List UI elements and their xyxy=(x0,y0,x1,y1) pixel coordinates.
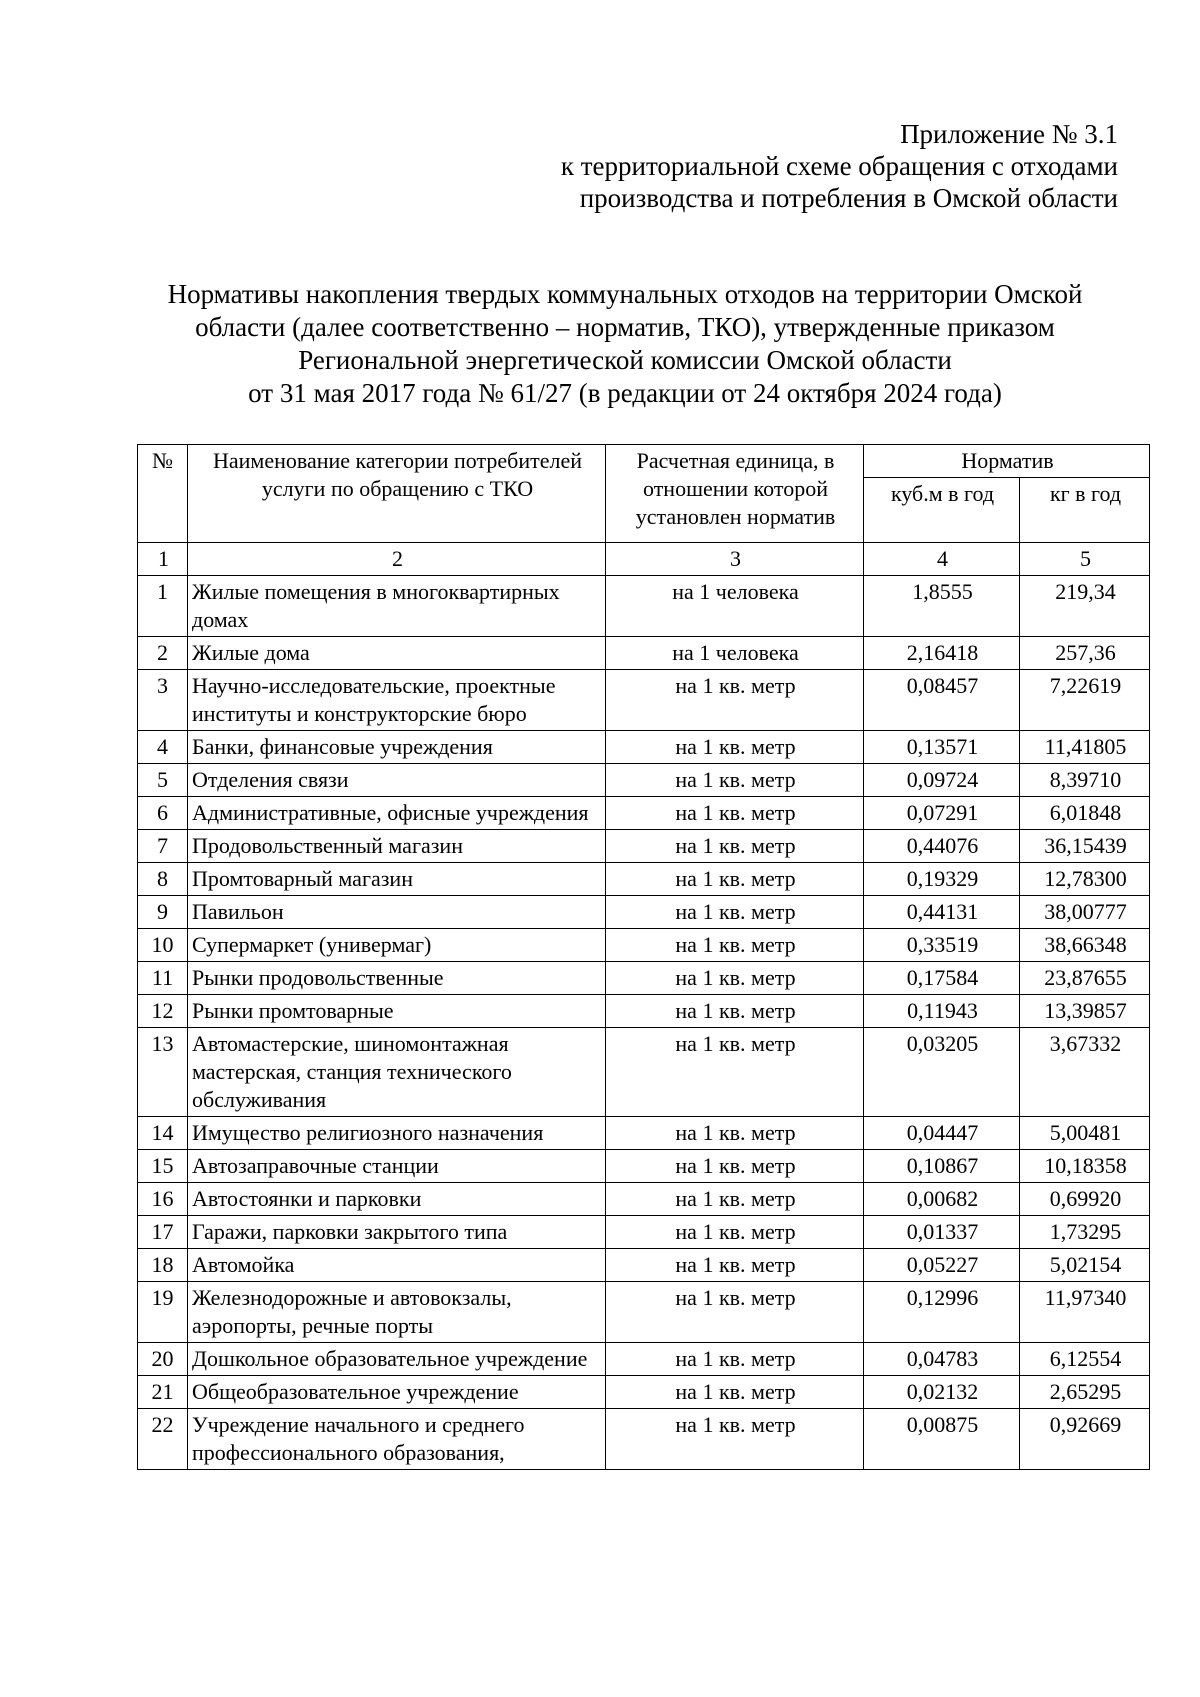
appendix-line-3: производства и потребления в Омской области xyxy=(579,183,1118,213)
row-norm-kg: 0,92669 xyxy=(1020,1409,1150,1470)
row-norm-m3: 0,04783 xyxy=(864,1343,1020,1376)
title-line-1: Нормативы накопления твердых коммунальных отходов на территории Омской xyxy=(167,279,1083,309)
row-norm-m3: 0,00875 xyxy=(864,1409,1020,1470)
table-row xyxy=(138,1376,1150,1409)
row-norm-m3: 0,44076 xyxy=(864,830,1020,863)
table-row xyxy=(138,637,1150,670)
row-norm-kg: 6,12554 xyxy=(1020,1343,1150,1376)
row-number: 17 xyxy=(138,1216,188,1249)
row-number: 20 xyxy=(138,1343,188,1376)
row-category-name: Общеобразовательное учреждение xyxy=(188,1376,606,1409)
table-row xyxy=(138,1117,1150,1150)
header-kg: кг в год xyxy=(1020,478,1150,543)
row-category-name: Административные, офисные учреждения xyxy=(188,797,606,830)
row-category-name: Имущество религиозного назначения xyxy=(188,1117,606,1150)
row-norm-kg: 3,67332 xyxy=(1020,1028,1150,1117)
table-row xyxy=(138,797,1150,830)
row-number: 21 xyxy=(138,1376,188,1409)
row-norm-kg: 2,65295 xyxy=(1020,1376,1150,1409)
row-norm-kg: 36,15439 xyxy=(1020,830,1150,863)
row-number: 12 xyxy=(138,995,188,1028)
row-number: 9 xyxy=(138,896,188,929)
row-norm-kg: 219,34 xyxy=(1020,576,1150,637)
table-row xyxy=(138,1183,1150,1216)
row-unit: на 1 кв. метр xyxy=(606,1216,864,1249)
row-norm-kg: 8,39710 xyxy=(1020,764,1150,797)
table-row xyxy=(138,1249,1150,1282)
row-number: 4 xyxy=(138,731,188,764)
table-row xyxy=(138,1150,1150,1183)
row-unit: на 1 кв. метр xyxy=(606,995,864,1028)
row-norm-kg: 12,78300 xyxy=(1020,863,1150,896)
row-norm-m3: 0,03205 xyxy=(864,1028,1020,1117)
row-category-name: Учреждение начального и среднего профессионального образования, xyxy=(188,1409,606,1470)
row-norm-m3: 0,07291 xyxy=(864,797,1020,830)
row-category-name: Автозаправочные станции xyxy=(188,1150,606,1183)
row-category-name: Рынки продовольственные xyxy=(188,962,606,995)
row-unit: на 1 кв. метр xyxy=(606,896,864,929)
row-unit: на 1 кв. метр xyxy=(606,1343,864,1376)
row-norm-m3: 0,00682 xyxy=(864,1183,1020,1216)
row-category-name: Павильон xyxy=(188,896,606,929)
row-unit: на 1 кв. метр xyxy=(606,1249,864,1282)
row-norm-kg: 11,41805 xyxy=(1020,731,1150,764)
row-unit: на 1 кв. метр xyxy=(606,929,864,962)
title-line-4: от 31 мая 2017 года № 61/27 (в редакции от 24 октября 2024 года) xyxy=(248,378,1002,408)
table-row xyxy=(138,1028,1150,1117)
row-norm-m3: 0,11943 xyxy=(864,995,1020,1028)
table-row xyxy=(138,1216,1150,1249)
row-norm-m3: 0,02132 xyxy=(864,1376,1020,1409)
row-norm-m3: 0,17584 xyxy=(864,962,1020,995)
document-title xyxy=(130,278,1120,410)
row-unit: на 1 кв. метр xyxy=(606,1028,864,1117)
row-number: 6 xyxy=(138,797,188,830)
row-number: 3 xyxy=(138,670,188,731)
row-norm-m3: 0,05227 xyxy=(864,1249,1020,1282)
row-unit: на 1 кв. метр xyxy=(606,1282,864,1343)
appendix-line-2: к территориальной схеме обращения с отходами xyxy=(560,151,1118,181)
header-unit: Расчетная единица, в отношении которой установлен норматив xyxy=(606,445,864,543)
row-number: 7 xyxy=(138,830,188,863)
row-category-name: Научно-исследовательские, проектные институты и конструкторские бюро xyxy=(188,670,606,731)
column-number: 1 xyxy=(138,543,188,576)
appendix-line-1: Приложение № 3.1 xyxy=(900,119,1118,149)
row-number: 1 xyxy=(138,576,188,637)
row-unit: на 1 кв. метр xyxy=(606,764,864,797)
row-norm-kg: 5,00481 xyxy=(1020,1117,1150,1150)
row-norm-kg: 38,00777 xyxy=(1020,896,1150,929)
row-unit: на 1 кв. метр xyxy=(606,1376,864,1409)
row-unit: на 1 человека xyxy=(606,637,864,670)
row-number: 10 xyxy=(138,929,188,962)
row-number: 14 xyxy=(138,1117,188,1150)
row-category-name: Дошкольное образовательное учреждение xyxy=(188,1343,606,1376)
row-category-name: Железнодорожные и автовокзалы, аэропорты, речные порты xyxy=(188,1282,606,1343)
row-norm-kg: 10,18358 xyxy=(1020,1150,1150,1183)
table-row xyxy=(138,929,1150,962)
row-category-name: Жилые дома xyxy=(188,637,606,670)
row-unit: на 1 кв. метр xyxy=(606,1409,864,1470)
row-unit: на 1 кв. метр xyxy=(606,670,864,731)
row-norm-m3: 0,09724 xyxy=(864,764,1020,797)
row-norm-kg: 0,69920 xyxy=(1020,1183,1150,1216)
row-number: 2 xyxy=(138,637,188,670)
row-norm-m3: 0,12996 xyxy=(864,1282,1020,1343)
row-category-name: Рынки промтоварные xyxy=(188,995,606,1028)
column-number: 2 xyxy=(188,543,606,576)
row-unit: на 1 кв. метр xyxy=(606,962,864,995)
table-row xyxy=(138,1282,1150,1343)
row-category-name: Продовольственный магазин xyxy=(188,830,606,863)
header-num: № xyxy=(138,445,188,543)
row-number: 15 xyxy=(138,1150,188,1183)
row-norm-kg: 11,97340 xyxy=(1020,1282,1150,1343)
row-norm-kg: 5,02154 xyxy=(1020,1249,1150,1282)
norms-table xyxy=(137,444,1150,1470)
row-norm-m3: 0,19329 xyxy=(864,863,1020,896)
table-row xyxy=(138,670,1150,731)
row-unit: на 1 кв. метр xyxy=(606,797,864,830)
row-unit: на 1 кв. метр xyxy=(606,1117,864,1150)
table-row xyxy=(138,1409,1150,1470)
row-norm-m3: 0,01337 xyxy=(864,1216,1020,1249)
row-category-name: Отделения связи xyxy=(188,764,606,797)
row-category-name: Автостоянки и парковки xyxy=(188,1183,606,1216)
row-number: 13 xyxy=(138,1028,188,1117)
row-unit: на 1 кв. метр xyxy=(606,1150,864,1183)
row-number: 5 xyxy=(138,764,188,797)
row-norm-m3: 0,44131 xyxy=(864,896,1020,929)
table-row xyxy=(138,576,1150,637)
row-category-name: Жилые помещения в многоквартирных домах xyxy=(188,576,606,637)
norms-table-body xyxy=(138,445,1150,1470)
table-row xyxy=(138,1343,1150,1376)
column-number: 5 xyxy=(1020,543,1150,576)
table-row xyxy=(138,962,1150,995)
column-number: 4 xyxy=(864,543,1020,576)
title-line-2: области (далее соответственно – норматив, ТКО), утвержденные приказом xyxy=(195,312,1055,342)
row-category-name: Супермаркет (универмаг) xyxy=(188,929,606,962)
row-norm-m3: 0,08457 xyxy=(864,670,1020,731)
row-norm-kg: 38,66348 xyxy=(1020,929,1150,962)
row-norm-m3: 0,33519 xyxy=(864,929,1020,962)
table-row xyxy=(138,764,1150,797)
table-row xyxy=(138,830,1150,863)
column-number-row xyxy=(138,543,1150,576)
table-row xyxy=(138,896,1150,929)
table-row xyxy=(138,863,1150,896)
row-number: 22 xyxy=(138,1409,188,1470)
row-category-name: Промтоварный магазин xyxy=(188,863,606,896)
header-m3: куб.м в год xyxy=(864,478,1020,543)
row-norm-kg: 6,01848 xyxy=(1020,797,1150,830)
table-row xyxy=(138,995,1150,1028)
row-norm-kg: 257,36 xyxy=(1020,637,1150,670)
appendix-heading xyxy=(418,118,1118,214)
header-norm: Норматив xyxy=(864,445,1150,478)
row-unit: на 1 кв. метр xyxy=(606,830,864,863)
row-norm-m3: 2,16418 xyxy=(864,637,1020,670)
header-name: Наименование категории потребителей услуги по обращению с ТКО xyxy=(188,445,606,543)
row-norm-kg: 7,22619 xyxy=(1020,670,1150,731)
row-number: 11 xyxy=(138,962,188,995)
row-number: 18 xyxy=(138,1249,188,1282)
row-number: 16 xyxy=(138,1183,188,1216)
row-norm-kg: 13,39857 xyxy=(1020,995,1150,1028)
row-norm-m3: 0,13571 xyxy=(864,731,1020,764)
row-number: 8 xyxy=(138,863,188,896)
row-norm-m3: 0,04447 xyxy=(864,1117,1020,1150)
row-category-name: Автомойка xyxy=(188,1249,606,1282)
row-category-name: Автомастерские, шиномонтажная мастерская, станция технического обслуживания xyxy=(188,1028,606,1117)
row-unit: на 1 кв. метр xyxy=(606,1183,864,1216)
title-line-3: Региональной энергетической комиссии Омской области xyxy=(298,345,952,375)
row-category-name: Гаражи, парковки закрытого типа xyxy=(188,1216,606,1249)
row-norm-m3: 1,8555 xyxy=(864,576,1020,637)
row-norm-kg: 23,87655 xyxy=(1020,962,1150,995)
row-unit: на 1 кв. метр xyxy=(606,863,864,896)
row-unit: на 1 человека xyxy=(606,576,864,637)
row-unit: на 1 кв. метр xyxy=(606,731,864,764)
row-norm-m3: 0,10867 xyxy=(864,1150,1020,1183)
table-header-row xyxy=(138,445,1150,478)
table-row xyxy=(138,731,1150,764)
row-category-name: Банки, финансовые учреждения xyxy=(188,731,606,764)
column-number: 3 xyxy=(606,543,864,576)
row-norm-kg: 1,73295 xyxy=(1020,1216,1150,1249)
row-number: 19 xyxy=(138,1282,188,1343)
